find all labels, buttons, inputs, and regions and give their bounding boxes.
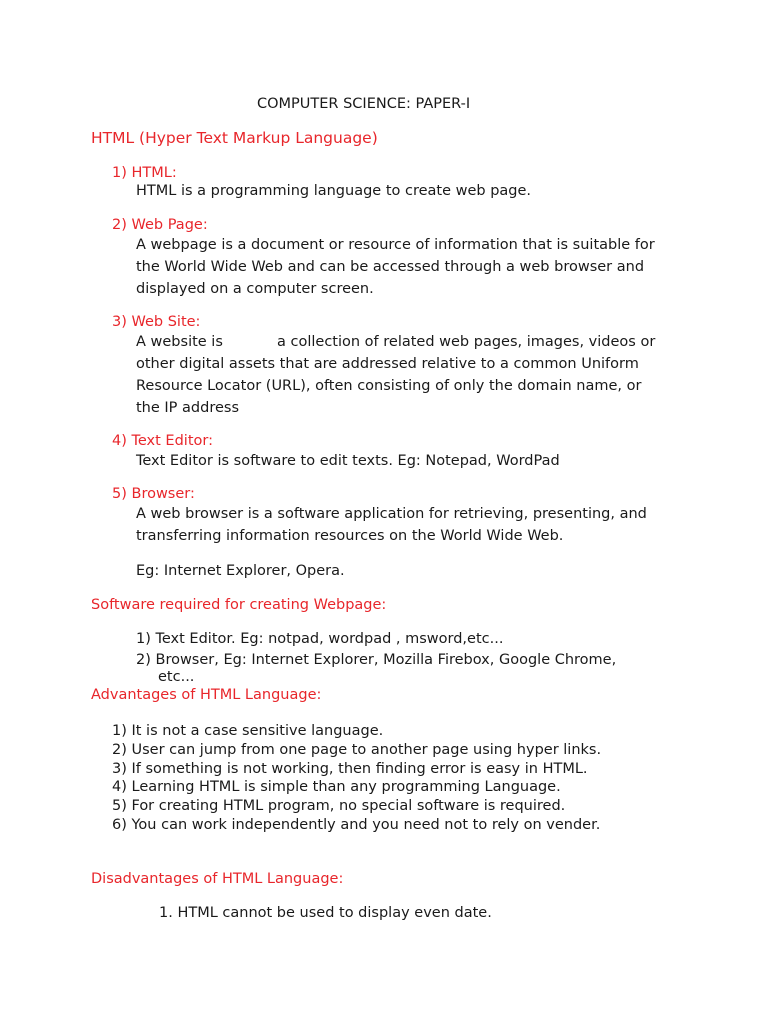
main-heading: HTML (Hyper Text Markup Language) (91, 129, 378, 147)
disadvantages-heading: Disadvantages of HTML Language: (91, 871, 344, 887)
software-heading: Software required for creating Webpage: (91, 597, 387, 613)
list-item: 2) User can jump from one page to another page using hyper links. (112, 742, 602, 758)
list-item-continuation: etc... (158, 669, 195, 685)
list-item: 1. HTML cannot be used to display even date. (159, 905, 492, 921)
section-text: Resource Locator (URL), often consisting of only the domain name, or (136, 378, 642, 394)
list-item: 1) Text Editor. Eg: notpad, wordpad , msword,etc... (136, 631, 504, 647)
section-text: HTML is a programming language to create web page. (136, 183, 532, 199)
section-text: displayed on a computer screen. (136, 281, 374, 297)
advantages-heading: Advantages of HTML Language: (91, 687, 322, 703)
section-text: transferring information resources on the World Wide Web. (136, 528, 564, 544)
section-text: Text Editor is software to edit texts. Eg: Notepad, WordPad (136, 453, 560, 469)
section-label-browser: 5) Browser: (112, 486, 195, 502)
list-item: 6) You can work independently and you need not to rely on vender. (112, 817, 601, 833)
list-item: 3) If something is not working, then finding error is easy in HTML. (112, 761, 588, 777)
section-label-html: 1) HTML: (112, 165, 177, 181)
list-item: 5) For creating HTML program, no special software is required. (112, 798, 566, 814)
section-label-text-editor: 4) Text Editor: (112, 433, 213, 449)
list-item: 2) Browser, Eg: Internet Explorer, Mozilla Firebox, Google Chrome, (136, 652, 617, 668)
section-label-web-site: 3) Web Site: (112, 314, 201, 330)
section-text: A web browser is a software application for retrieving, presenting, and (136, 506, 647, 522)
section-text: other digital assets that are addressed relative to a common Uniform (136, 356, 639, 372)
section-label-web-page: 2) Web Page: (112, 217, 208, 233)
section-text: the IP address (136, 400, 240, 416)
list-item: 4) Learning HTML is simple than any programming Language. (112, 779, 561, 795)
list-item: 1) It is not a case sensitive language. (112, 723, 384, 739)
page-title: COMPUTER SCIENCE: PAPER-I (257, 96, 471, 112)
section-example: Eg: Internet Explorer, Opera. (136, 563, 345, 579)
section-text-part-b: a collection of related web pages, images, videos or (277, 334, 656, 350)
section-text: the World Wide Web and can be accessed through a web browser and (136, 259, 645, 275)
section-text: A webpage is a document or resource of information that is suitable for (136, 237, 655, 253)
section-text-part-a: A website is (136, 334, 223, 350)
